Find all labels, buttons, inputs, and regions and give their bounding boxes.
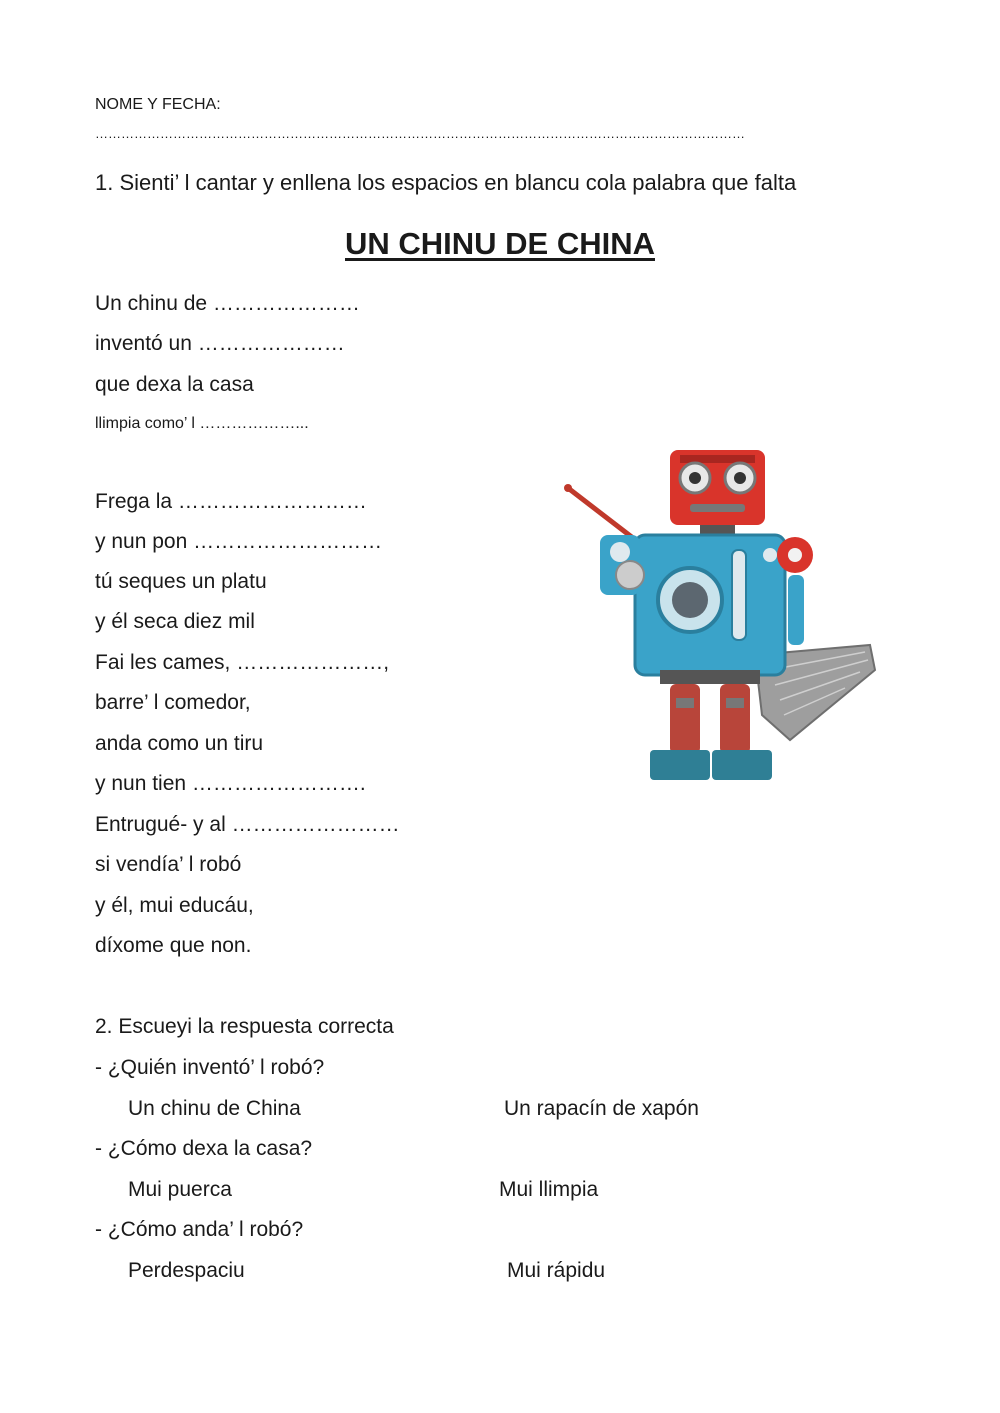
- robot-with-broom-illustration: [540, 440, 920, 790]
- song-line: que dexa la casa: [95, 373, 254, 396]
- song-line: barre’ l comedor,: [95, 691, 251, 714]
- song-line: Entrugué- y al ……………………: [95, 813, 400, 836]
- song-line: Fai les cames, …………………,: [95, 651, 390, 674]
- name-date-dotted-line: ……………………………………………………………………………………………………………………………………: [95, 126, 745, 141]
- answer-option-b[interactable]: Mui rápidu: [507, 1259, 606, 1282]
- song-line: tú seques un platu: [95, 570, 267, 593]
- song-line: y nun tien …………………….: [95, 772, 366, 795]
- answer-option-b[interactable]: Un rapacín de xapón: [504, 1097, 699, 1120]
- song-line: llimpia como’ l ………………...: [95, 415, 309, 432]
- answer-option-a[interactable]: Perdespaciu: [128, 1259, 245, 1282]
- song-line: y él seca diez mil: [95, 610, 255, 633]
- song-line: díxome que non.: [95, 934, 252, 957]
- song-line: anda como un tiru: [95, 732, 264, 755]
- question: - ¿Cómo dexa la casa?: [95, 1137, 313, 1160]
- song-line: Un chinu de …………………: [95, 292, 360, 315]
- question: - ¿Quién inventó’ l robó?: [95, 1056, 325, 1079]
- answer-option-a[interactable]: Un chinu de China: [128, 1097, 301, 1120]
- song-line: y nun pon ………………………: [95, 530, 383, 553]
- answer-option-a[interactable]: Mui puerca: [128, 1178, 232, 1201]
- exercise2-instruction: 2. Escueyi la respuesta correcta: [95, 1015, 394, 1038]
- song-line: si vendía’ l robó: [95, 853, 242, 876]
- song-line: y él, mui educáu,: [95, 894, 254, 917]
- song-title: UN CHINU DE CHINA: [345, 226, 655, 261]
- answer-option-b[interactable]: Mui llimpia: [499, 1178, 599, 1201]
- song-line: Frega la ………………………: [95, 490, 367, 513]
- song-line: inventó un …………………: [95, 332, 345, 355]
- exercise1-instruction: 1. Sienti’ l cantar y enllena los espacios en blancu cola palabra que falta: [95, 170, 797, 195]
- name-date-label: NOME Y FECHA:: [95, 96, 221, 113]
- question: - ¿Cómo anda’ l robó?: [95, 1218, 304, 1241]
